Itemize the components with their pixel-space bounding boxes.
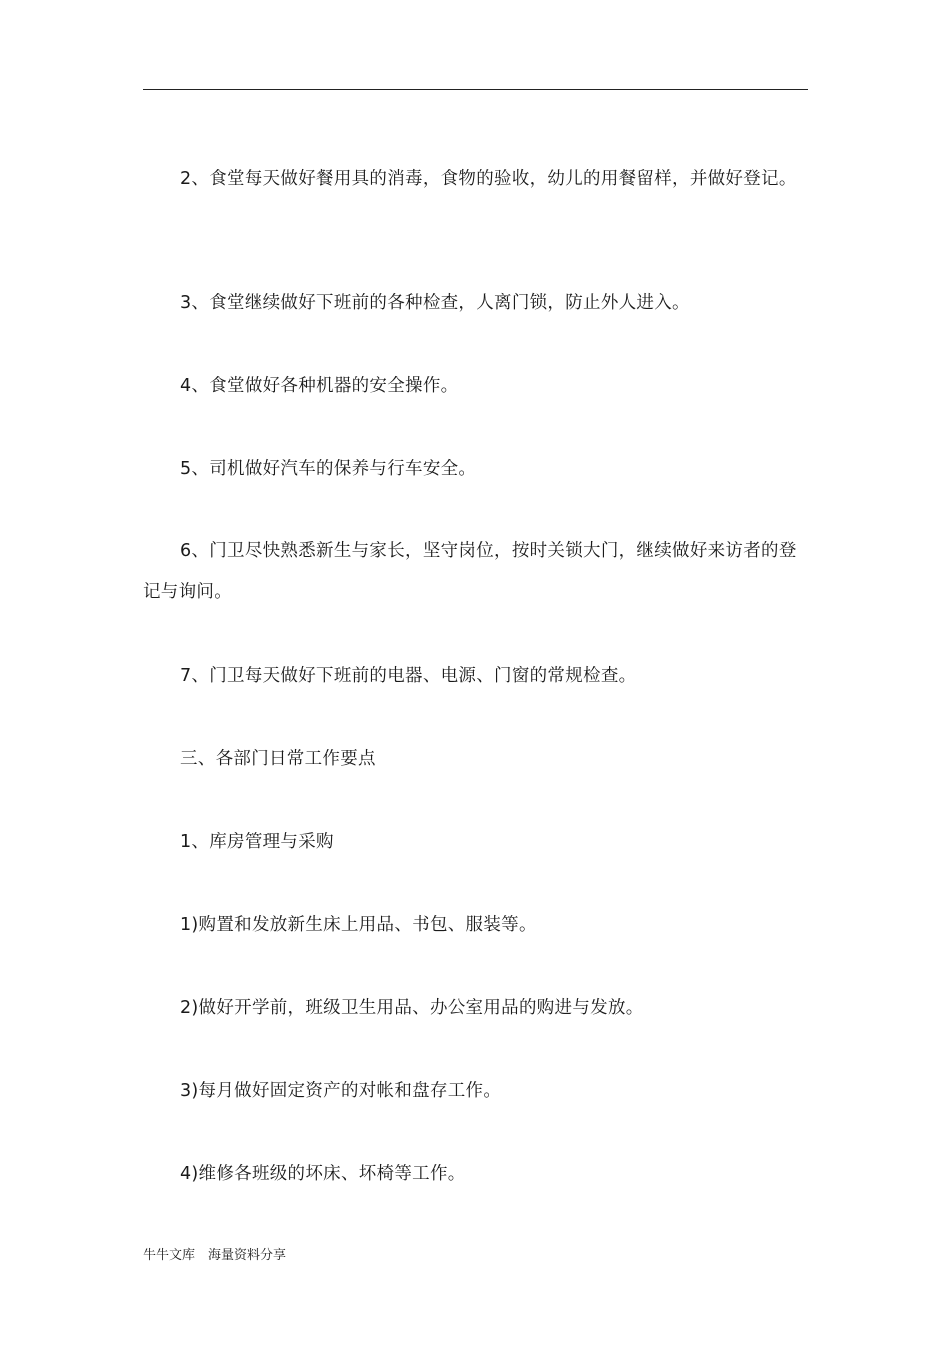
subheading-warehouse-procurement: 1、库房管理与采购 [180,832,334,852]
paragraph-canteen-machines: 4、食堂做好各种机器的安全操作。 [180,376,459,396]
list-item-purchase-supplies: 1)购置和发放新生床上用品、书包、服装等。 [180,915,537,935]
paragraph-canteen-inspection: 3、食堂继续做好下班前的各种检查，人离门锁，防止外人进入。 [180,293,690,313]
footer-brand: 牛牛文库 海量资料分享 [143,1248,287,1263]
header-rule [143,89,808,90]
paragraph-driver-safety: 5、司机做好汽车的保养与行车安全。 [180,459,477,479]
paragraph-canteen-disinfection: 2、食堂每天做好餐用具的消毒，食物的验收，幼儿的用餐留样，并做好登记。 [180,169,797,189]
paragraph-guard-inspection: 7、门卫每天做好下班前的电器、电源、门窗的常规检查。 [180,666,637,686]
list-item-furniture-repair: 4)维修各班级的坏床、坏椅等工作。 [180,1164,466,1184]
section-heading-daily-work: 三、各部门日常工作要点 [180,749,376,769]
list-item-class-supplies: 2)做好开学前，班级卫生用品、办公室用品的购进与发放。 [180,998,644,1018]
paragraph-guard-duty: 6、门卫尽快熟悉新生与家长，坚守岗位，按时关锁大门，继续做好来访者的登记与询问。 [143,541,797,602]
list-item-asset-inventory: 3)每月做好固定资产的对帐和盘存工作。 [180,1081,502,1101]
